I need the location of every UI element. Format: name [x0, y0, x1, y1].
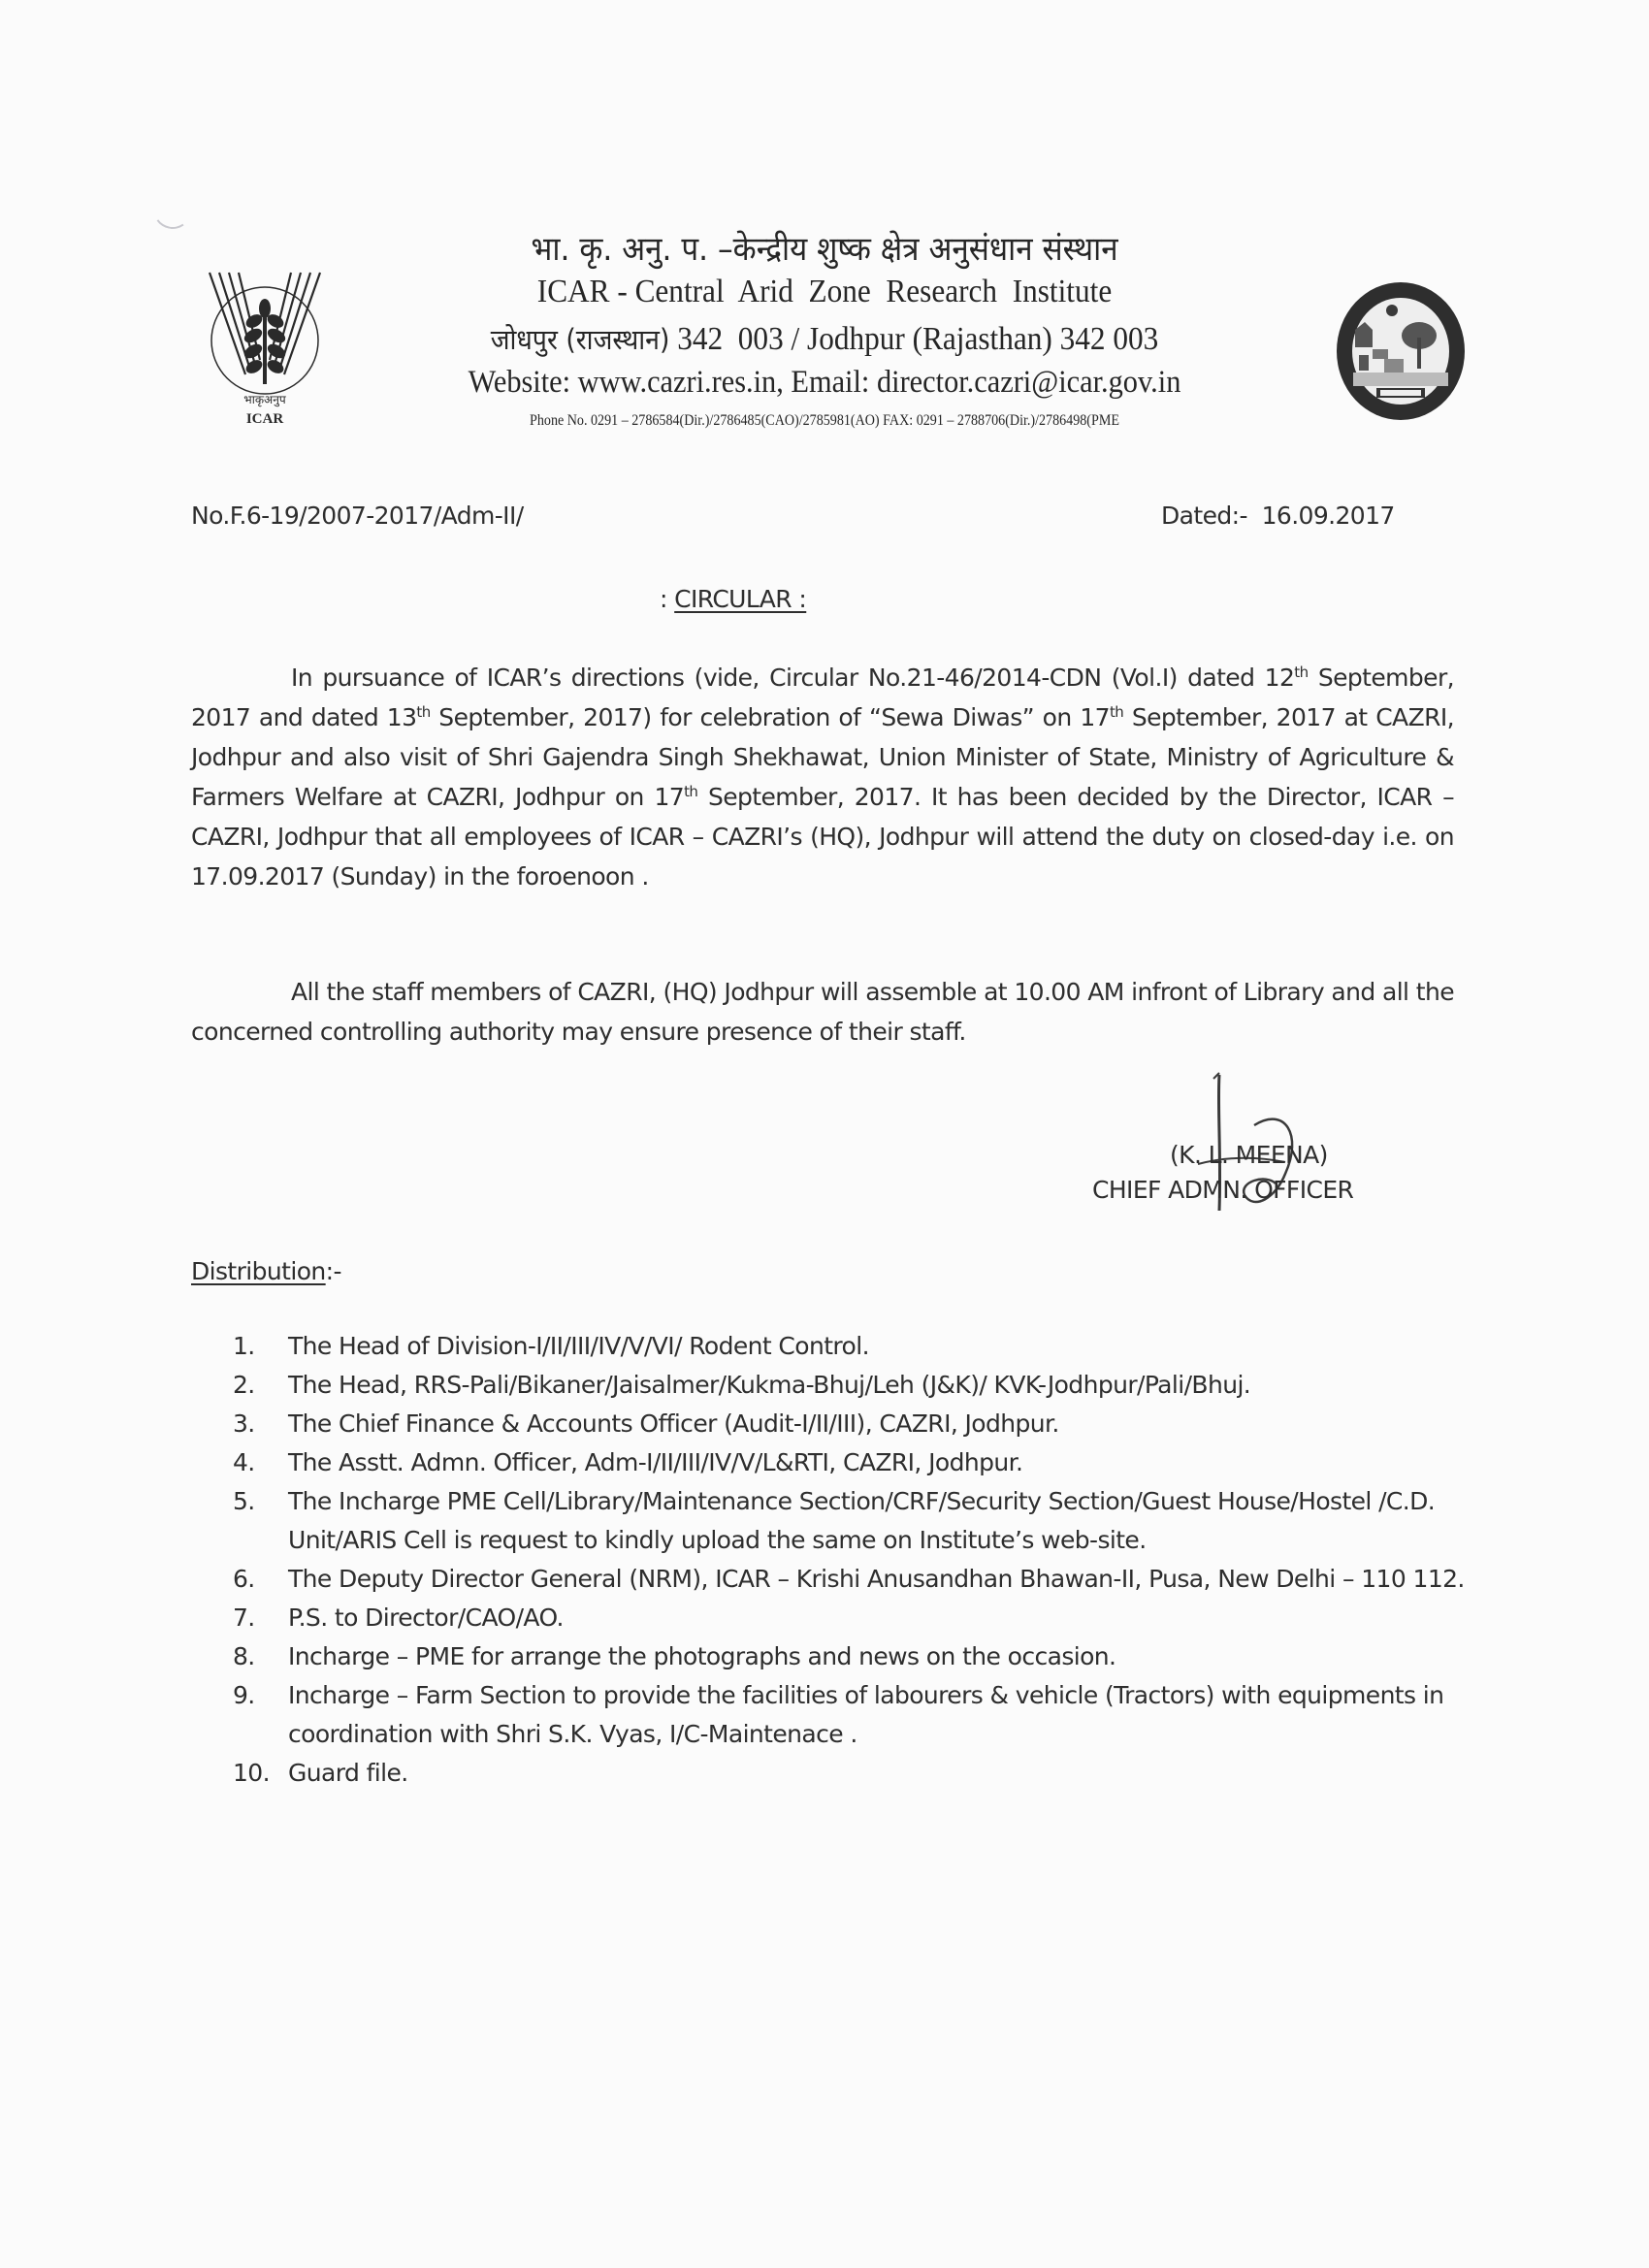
reference-number: No.F.6-19/2007-2017/Adm-II/: [191, 502, 524, 530]
distribution-heading: [191, 1257, 341, 1285]
institute-address: [405, 320, 1245, 358]
distribution-item: [233, 1366, 1465, 1405]
item-number: 2.: [233, 1371, 255, 1399]
body-paragraph-2: All the staff members of CAZRI, (HQ) Jodhpur will assemble at 10.00 AM infront of Library and all the concerned controlling authority may ensure presence of their staff.: [191, 978, 1454, 1046]
cazri-seal-icon: [1334, 279, 1468, 423]
distribution-item: [233, 1637, 1465, 1676]
distribution-heading-text: Distribution: [191, 1257, 326, 1285]
para1-part: September, 2017 at CAZRI, Jodhpur and also visit of Shri Gajendra Singh Shekhawat, Union Minister of State, Ministry of Agriculture & Farmers Welfare at CAZRI, Jodhpur on 17: [191, 703, 1454, 811]
distribution-item: [233, 1405, 1465, 1443]
para1-part: September, 2017. It has been decided by the Director, ICAR – CAZRI, Jodhpur that all employees of ICAR – CAZRI’s (HQ), Jodhpur will attend the duty on closed-day i.e. on 17.09.2017 (Sunday) in the foroenoon .: [191, 783, 1454, 891]
item-number: 1.: [233, 1332, 255, 1360]
institute-name: ICAR - Central Arid Zone Research Institute: [536, 274, 1113, 309]
item-number: 5.: [233, 1487, 255, 1515]
item-text: Incharge – PME for arrange the photographs and news on the occasion.: [288, 1642, 1116, 1670]
dated-label: Dated:-: [1161, 502, 1247, 530]
phone-fax: Phone No. 0291 – 2786584(Dir.)/2786485(CAO)/2785981(AO) FAX: 0291 – 2788706(Dir.)/2786498(PME: [530, 412, 1119, 429]
distribution-item: [233, 1482, 1465, 1560]
item-text: The Incharge PME Cell/Library/Maintenance Section/CRF/Security Section/Guest House/Hostel /C.D. Unit/ARIS Cell is request to kindly upload the same on Institute’s web-site.: [288, 1487, 1436, 1554]
ordinal-suffix: th: [1294, 664, 1309, 681]
circular-prefix: :: [660, 585, 675, 613]
distribution-item: [233, 1560, 1465, 1599]
item-number: 3.: [233, 1409, 255, 1438]
item-text: The Chief Finance & Accounts Officer (Audit-I/II/III), CAZRI, Jodhpur.: [288, 1409, 1059, 1438]
item-text: The Head, RRS-Pali/Bikaner/Jaisalmer/Kukma-Bhuj/Leh (J&K)/ KVK-Jodhpur/Pali/Bhuj.: [288, 1371, 1251, 1399]
item-number: 6.: [233, 1565, 255, 1593]
date-value: 16.09.2017: [1261, 502, 1395, 530]
scan-artifact-mark: [150, 187, 195, 232]
item-number: 10.: [233, 1759, 270, 1787]
circular-title: CIRCULAR :: [674, 585, 807, 613]
distribution-list: [233, 1327, 1465, 1793]
para1-part: September, 2017) for celebration of “Sewa Diwas” on 17: [430, 703, 1110, 731]
item-text: Guard file.: [288, 1759, 408, 1787]
ordinal-suffix: th: [416, 703, 431, 721]
item-number: 9.: [233, 1681, 255, 1709]
item-number: 4.: [233, 1448, 255, 1476]
distribution-item: [233, 1754, 1465, 1793]
distribution-item: [233, 1599, 1465, 1637]
ordinal-suffix: th: [684, 783, 698, 800]
distribution-heading-suffix: :-: [325, 1257, 341, 1285]
address-english: 342 003 / Jodhpur (Rajasthan) 342 003: [669, 321, 1159, 357]
item-number: 8.: [233, 1642, 255, 1670]
item-text: P.S. to Director/CAO/AO.: [288, 1604, 564, 1632]
item-text: Incharge – Farm Section to provide the facilities of labourers & vehicle (Tractors) with equipments in coordination with Shri S.K. Vyas, I/C-Maintenace .: [288, 1681, 1444, 1748]
body-paragraph-1: [191, 658, 1454, 896]
para1-part: In pursuance of ICAR’s directions (vide, Circular No.21-46/2014-CDN (Vol.I) dated 12: [291, 664, 1295, 692]
distribution-item: [233, 1676, 1465, 1754]
item-number: 7.: [233, 1604, 255, 1632]
ordinal-suffix: th: [1109, 703, 1124, 721]
signatory-name: (K. L. MEENA): [1170, 1141, 1328, 1169]
icar-logo-hindi-text: भाकृअनुप: [243, 393, 286, 406]
item-text: The Deputy Director General (NRM), ICAR – Krishi Anusandhan Bhawan-II, Pusa, New Delhi – 110 112.: [288, 1565, 1465, 1593]
distribution-item: [233, 1327, 1465, 1366]
distribution-item: [233, 1443, 1465, 1482]
item-text: The Head of Division-I/II/III/IV/V/VI/ Rodent Control.: [288, 1332, 869, 1360]
website-email: Website: www.cazri.res.in, Email: director.cazri@icar.gov.in: [468, 365, 1181, 400]
institute-name-hindi: भा. कृ. अनु. प. –केन्द्रीय शुष्क क्षेत्र अनुसंधान संस्थान: [531, 230, 1118, 269]
signatory-designation: CHIEF ADMN. OFFICER: [1092, 1176, 1354, 1204]
circular-heading: [660, 585, 806, 613]
item-text: The Asstt. Admn. Officer, Adm-I/II/III/IV/V/L&RTI, CAZRI, Jodhpur.: [288, 1448, 1023, 1476]
icar-logo-icon: [192, 268, 338, 433]
icar-logo-text: ICAR: [245, 411, 284, 427]
dated-line: [1161, 502, 1395, 530]
para1-part: September, 2017 and dated 13: [191, 664, 1454, 731]
address-hindi: जोधपुर (राजस्थान): [490, 323, 670, 356]
